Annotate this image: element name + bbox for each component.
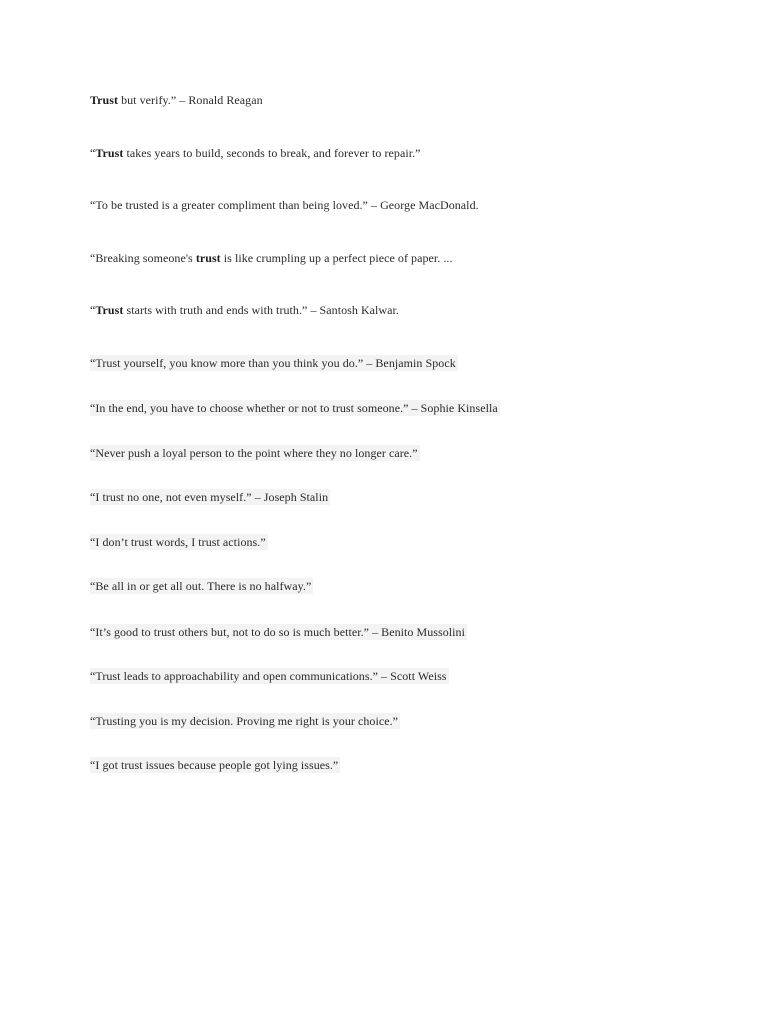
quote-3: [90, 197, 479, 213]
quote-8: [90, 445, 420, 461]
quote-13: [90, 668, 449, 684]
quote-15: [90, 757, 340, 773]
quote-13-text: “Trust leads to approachability and open communications.” – Scott Weiss: [90, 669, 447, 683]
quote-8-text: “Never push a loyal person to the point where they no longer care.”: [90, 446, 418, 460]
quote-6-text: “Trust yourself, you know more than you think you do.” – Benjamin Spock: [90, 356, 456, 370]
quote-7-text: “In the end, you have to choose whether or not to trust someone.” – Sophie Kinsella: [90, 401, 498, 415]
quote-4-text: is like crumpling up a perfect piece of paper. ...: [220, 251, 453, 265]
quote-7: [90, 400, 500, 416]
quote-5-bold: Trust: [95, 303, 124, 317]
quote-2-text: takes years to build, seconds to break, and forever to repair.”: [123, 146, 421, 160]
quote-5-text: starts with truth and ends with truth.” – Santosh Kalwar.: [123, 303, 399, 317]
quote-14: [90, 713, 400, 729]
quote-12-text: “It’s good to trust others but, not to do so is much better.” – Benito Mussolini: [90, 625, 465, 639]
quote-4-bold: trust: [195, 251, 221, 265]
quote-14-text: “Trusting you is my decision. Proving me right is your choice.”: [90, 714, 399, 728]
quote-2-bold: Trust: [95, 146, 124, 160]
quote-12: [90, 624, 467, 640]
quote-5: [90, 302, 399, 318]
quote-11: [90, 578, 313, 594]
quote-4-prefix: “Breaking someone's: [90, 251, 196, 265]
quote-10: [90, 534, 268, 550]
quote-2: [90, 145, 421, 161]
quote-1: [90, 92, 263, 108]
quote-9: [90, 489, 330, 505]
quote-6: [90, 355, 458, 371]
quote-3-text: “To be trusted is a greater compliment than being loved.” – George MacDonald.: [90, 198, 479, 212]
quote-4: [90, 250, 453, 266]
quote-5-prefix: “: [90, 303, 96, 317]
quote-2-prefix: “: [90, 146, 96, 160]
quote-10-text: “I don’t trust words, I trust actions.”: [90, 535, 266, 549]
quote-11-text: “Be all in or get all out. There is no halfway.”: [90, 579, 312, 593]
quote-1-text: but verify.” – Ronald Reagan: [118, 93, 263, 107]
quote-1-bold: Trust: [90, 93, 119, 107]
quote-15-text: “I got trust issues because people got lying issues.”: [90, 758, 339, 772]
quote-9-text: “I trust no one, not even myself.” – Joseph Stalin: [90, 490, 329, 504]
